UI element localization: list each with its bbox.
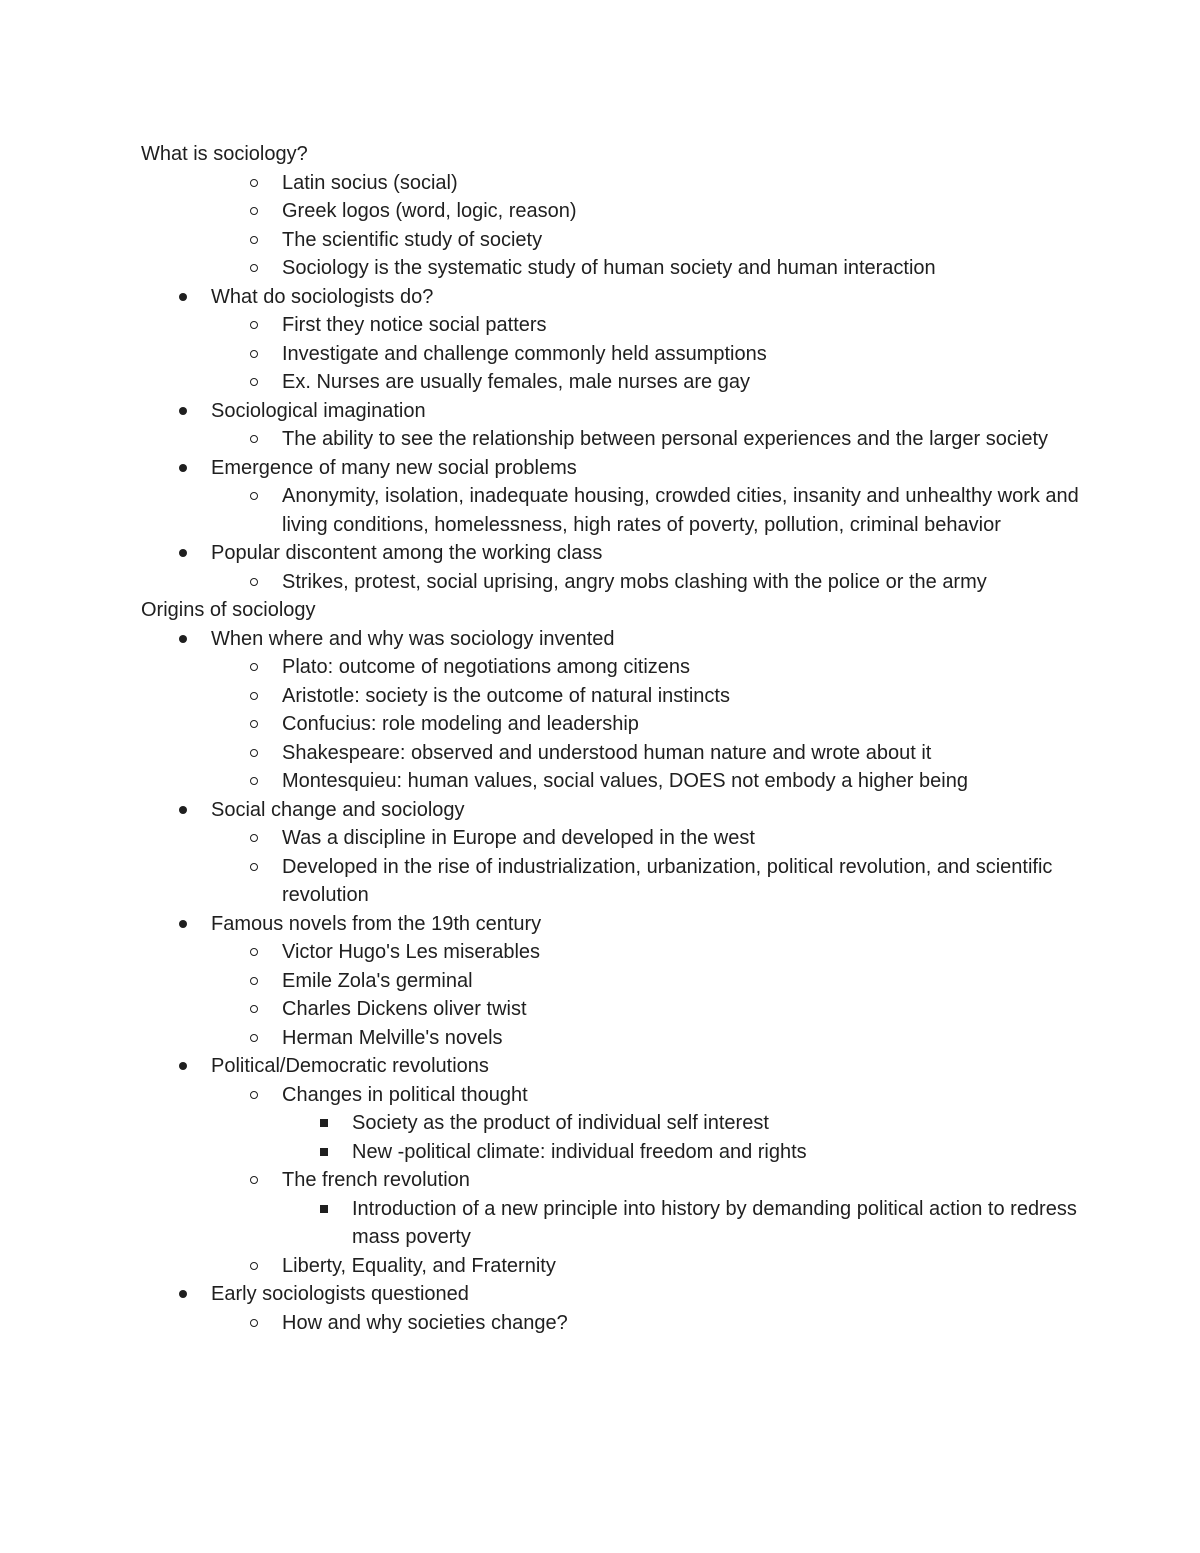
list-item [0,910,1200,939]
list-item [0,853,1200,910]
list-item [0,1024,1200,1053]
ring-bullet-icon [244,368,264,397]
line-text: Liberty, Equality, and Fraternity [282,1254,556,1277]
list-item [0,824,1200,853]
line-text: Political/Democratic revolutions [211,1055,489,1077]
line-text: What do sociologists do? [211,285,434,308]
line-text: Society as the product of individual self interest [352,1112,769,1134]
line-text: Ex. Nurses are usually females, male nurses are gay [282,371,750,393]
line-text: Developed in the rise of industrialization, urbanization, political revolution, and scientific revolution [282,855,1053,906]
ring-bullet-icon [244,1024,264,1053]
list-item [0,938,1200,967]
ring-bullet-icon [244,710,264,739]
square-bullet-icon [314,1138,334,1167]
list-item [0,1252,1200,1281]
line-text: Latin socius (social) [282,171,458,194]
list-item [0,539,1200,568]
list-item [0,796,1200,825]
list-item [0,1081,1200,1110]
line-text: What is sociology? [141,143,308,165]
section-heading [0,596,1200,625]
list-item [0,226,1200,255]
list-item [0,625,1200,654]
ring-bullet-icon [244,197,264,226]
line-text: When where and why was sociology invented [211,627,615,650]
ring-bullet-icon [244,938,264,967]
ring-bullet-icon [244,568,264,597]
ring-bullet-icon [244,1166,264,1195]
list-item [0,710,1200,739]
line-text: Greek logos (word, logic, reason) [282,200,577,222]
list-item [0,311,1200,340]
list-item [0,1052,1200,1081]
list-item [0,397,1200,426]
list-item [0,254,1200,283]
list-item [0,454,1200,483]
line-text: Confucius: role modeling and leadership [282,713,639,735]
dot-bullet-icon [173,1280,193,1309]
line-text: The ability to see the relationship between personal experiences and the larger society [282,428,1049,450]
line-text: Investigate and challenge commonly held assumptions [282,342,767,365]
list-item [0,283,1200,312]
list-item [0,739,1200,768]
line-text: Sociology is the systematic study of human society and human interaction [282,257,936,279]
list-item [0,995,1200,1024]
square-bullet-icon [314,1195,334,1224]
line-text: The french revolution [282,1169,470,1191]
ring-bullet-icon [244,853,264,882]
list-item [0,967,1200,996]
ring-bullet-icon [244,1252,264,1281]
ring-bullet-icon [244,254,264,283]
list-item [0,1166,1200,1195]
ring-bullet-icon [244,1081,264,1110]
line-text: Introduction of a new principle into history by demanding political action to redress mass poverty [352,1197,1077,1248]
ring-bullet-icon [244,1309,264,1338]
line-text: Origins of sociology [141,599,316,621]
line-text: Montesquieu: human values, social values, DOES not embody a higher being [282,770,968,792]
line-text: Social change and sociology [211,798,465,821]
line-text: Early sociologists questioned [211,1283,469,1305]
line-text: Victor Hugo's Les miserables [282,941,541,963]
ring-bullet-icon [244,425,264,454]
list-item [0,1309,1200,1338]
list-item [0,653,1200,682]
line-text: Famous novels from the 19th century [211,912,542,935]
section-heading [0,140,1200,169]
list-item [0,1280,1200,1309]
line-text: Plato: outcome of negotiations among citizens [282,656,691,678]
line-text: Aristotle: society is the outcome of natural instincts [282,684,730,707]
ring-bullet-icon [244,169,264,198]
list-item [0,425,1200,454]
list-item [0,197,1200,226]
ring-bullet-icon [244,739,264,768]
list-item [0,682,1200,711]
list-item [0,169,1200,198]
line-text: Charles Dickens oliver twist [282,998,527,1020]
line-text: Emergence of many new social problems [211,456,577,479]
line-text: Anonymity, isolation, inadequate housing, crowded cities, insanity and unhealthy work and living conditions, homelessness, high rates of poverty, pollution, criminal behavior [282,485,1079,536]
ring-bullet-icon [244,653,264,682]
list-item [0,1138,1200,1167]
ring-bullet-icon [244,482,264,511]
list-item [0,1109,1200,1138]
dot-bullet-icon [173,454,193,483]
ring-bullet-icon [244,340,264,369]
ring-bullet-icon [244,767,264,796]
line-text: How and why societies change? [282,1311,568,1334]
document-body [0,140,1200,1337]
list-item [0,368,1200,397]
ring-bullet-icon [244,995,264,1024]
square-bullet-icon [314,1109,334,1138]
line-text: First they notice social patters [282,314,547,336]
line-text: The scientific study of society [282,228,543,251]
line-text: Popular discontent among the working class [211,542,603,564]
line-text: Changes in political thought [282,1083,528,1106]
list-item [0,767,1200,796]
dot-bullet-icon [173,796,193,825]
line-text: Sociological imagination [211,399,426,422]
dot-bullet-icon [173,1052,193,1081]
line-text: Emile Zola's germinal [282,969,473,992]
line-text: Herman Melville's novels [282,1026,503,1049]
dot-bullet-icon [173,397,193,426]
list-item [0,340,1200,369]
dot-bullet-icon [173,539,193,568]
ring-bullet-icon [244,967,264,996]
line-text: Strikes, protest, social uprising, angry mobs clashing with the police or the army [282,570,987,593]
dot-bullet-icon [173,910,193,939]
list-item [0,1195,1200,1252]
ring-bullet-icon [244,311,264,340]
line-text: Shakespeare: observed and understood human nature and wrote about it [282,741,932,764]
list-item [0,482,1200,539]
line-text: Was a discipline in Europe and developed in the west [282,827,755,849]
ring-bullet-icon [244,226,264,255]
dot-bullet-icon [173,283,193,312]
list-item [0,568,1200,597]
line-text: New -political climate: individual freedom and rights [352,1140,807,1163]
ring-bullet-icon [244,824,264,853]
ring-bullet-icon [244,682,264,711]
dot-bullet-icon [173,625,193,654]
